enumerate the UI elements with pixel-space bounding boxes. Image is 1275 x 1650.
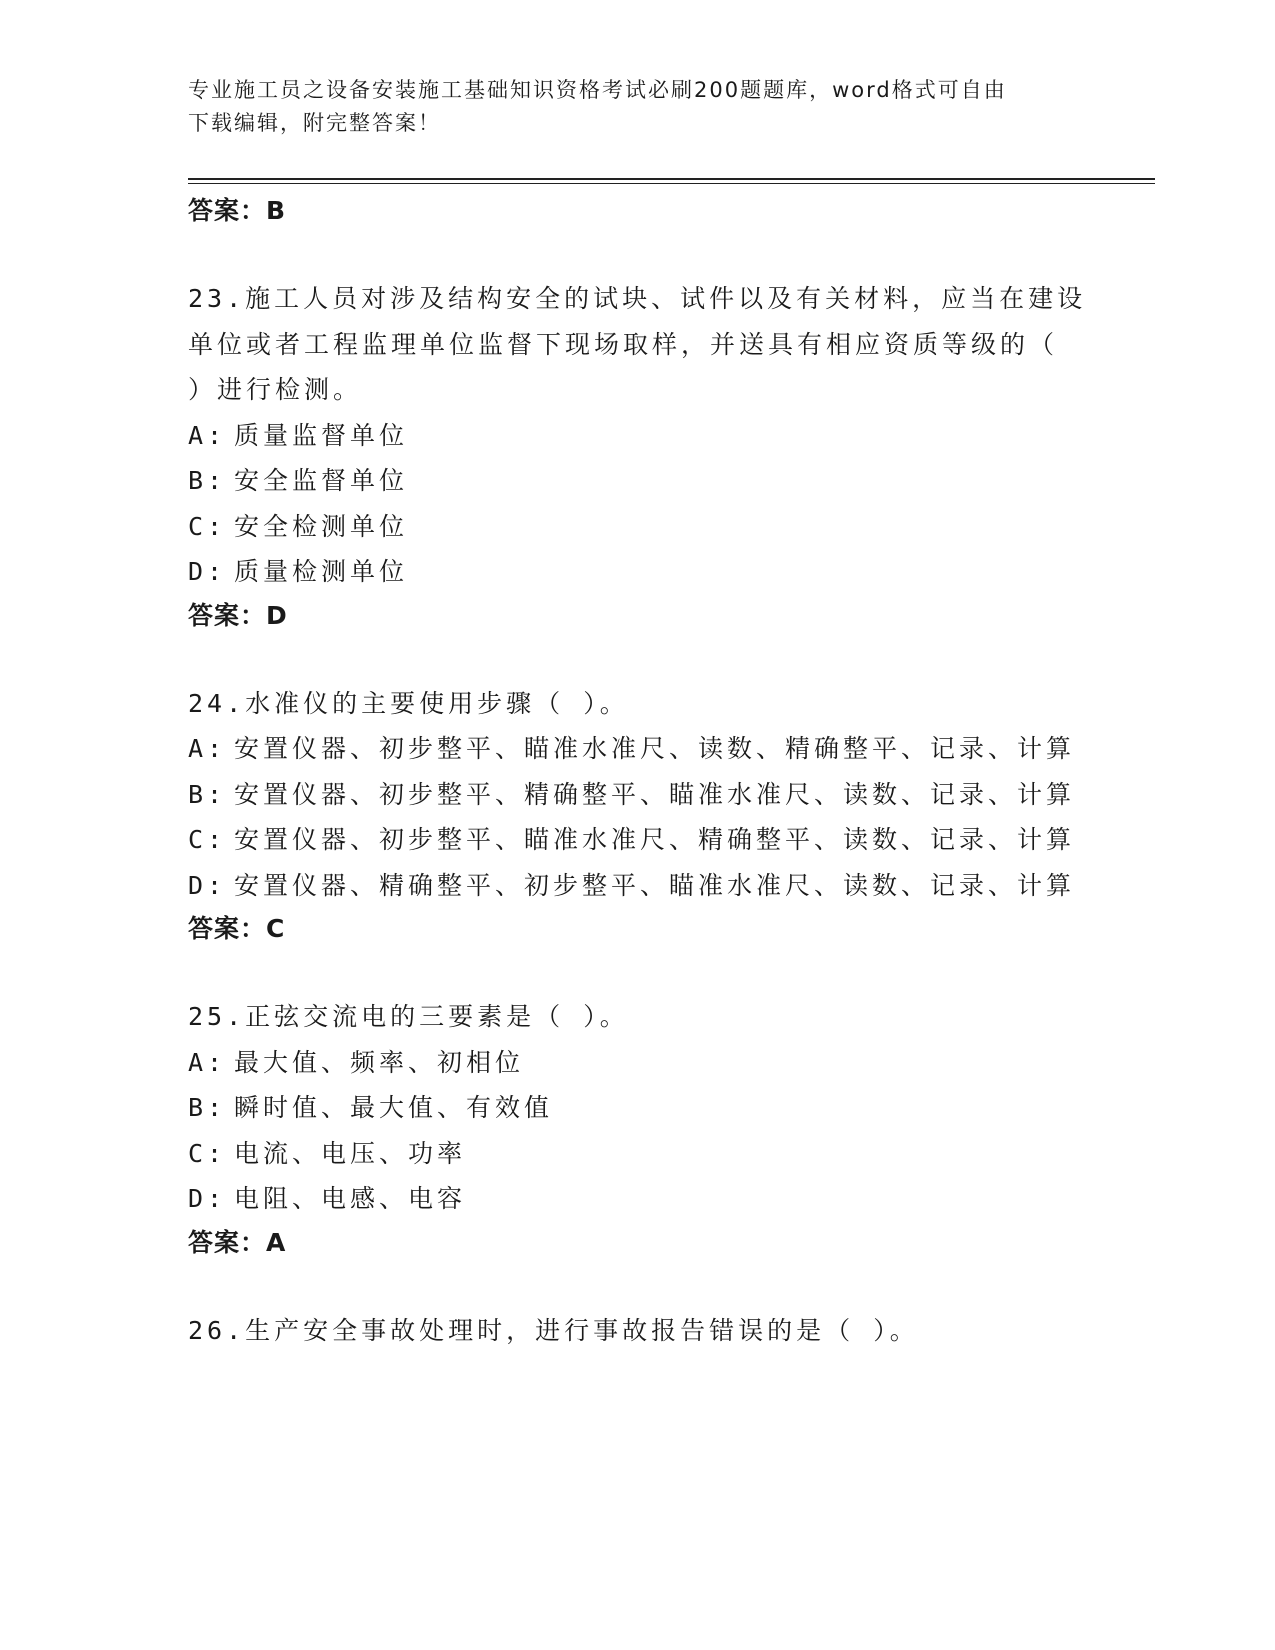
question-stem-line: 25.正弦交流电的三要素是（ ）。 <box>188 1002 629 1031</box>
answer-line: 答案：A <box>188 1227 287 1257</box>
option-key: D: <box>188 870 227 900</box>
option-d <box>188 1176 1088 1222</box>
option-key: A: <box>188 1047 227 1077</box>
option-text: 安置仪器、初步整平、瞄准水准尺、读数、精确整平、记录、计算 <box>234 734 1076 763</box>
option-b <box>188 772 1088 818</box>
question-stem-line: 26.生产安全事故处理时，进行事故报告错误的是（ ）。 <box>188 1315 919 1345</box>
option-a <box>188 1040 1088 1086</box>
option-text: 安置仪器、初步整平、瞄准水准尺、精确整平、读数、记录、计算 <box>234 825 1076 854</box>
answer-line: 答案：C <box>188 914 286 943</box>
header-divider-thick <box>188 178 1155 180</box>
previous-answer: 答案：B <box>188 196 287 225</box>
question-stem-line: 24.水准仪的主要使用步骤（ ）。 <box>188 688 629 718</box>
option-text: 电阻、电感、电容 <box>234 1184 467 1213</box>
question-stem-line: ）进行检测。 <box>188 375 363 404</box>
option-key: C: <box>188 511 227 541</box>
option-c <box>188 1131 1088 1177</box>
option-key: C: <box>188 825 227 854</box>
option-key: B: <box>188 466 227 495</box>
option-text: 最大值、频率、初相位 <box>234 1047 525 1077</box>
option-b <box>188 1085 1088 1131</box>
option-key: C: <box>188 1138 227 1168</box>
header-line-1: 专业施工员之设备安装施工基础知识资格考试必刷200题题库，word格式可自由 <box>188 78 1007 102</box>
document-body <box>188 190 1088 1353</box>
option-key: D: <box>188 557 227 586</box>
option-key: A: <box>188 420 227 450</box>
page-header <box>188 74 1088 140</box>
option-c <box>188 817 1088 863</box>
option-text: 瞬时值、最大值、有效值 <box>234 1093 554 1122</box>
option-text: 安置仪器、初步整平、精确整平、瞄准水准尺、读数、记录、计算 <box>234 779 1076 809</box>
option-key: D: <box>188 1184 227 1213</box>
option-text: 安置仪器、精确整平、初步整平、瞄准水准尺、读数、记录、计算 <box>234 870 1076 900</box>
header-divider-thin <box>188 183 1155 184</box>
option-text: 安全监督单位 <box>234 466 409 495</box>
option-a <box>188 413 1088 459</box>
option-c <box>188 504 1088 550</box>
option-d <box>188 549 1088 595</box>
answer-line: 答案：D <box>188 600 288 630</box>
option-b <box>188 458 1088 504</box>
header-line-2: 下载编辑，附完整答案！ <box>188 111 441 135</box>
option-text: 质量监督单位 <box>234 420 409 450</box>
option-a <box>188 726 1088 772</box>
question-25 <box>188 994 1088 1264</box>
option-d <box>188 863 1088 909</box>
question-26 <box>188 1308 1088 1354</box>
option-key: A: <box>188 734 227 763</box>
question-23 <box>188 276 1088 637</box>
option-key: B: <box>188 779 227 809</box>
question-stem-line: 23.施工人员对涉及结构安全的试块、试件以及有关材料，应当在建设 <box>188 284 1087 313</box>
option-key: B: <box>188 1093 227 1122</box>
question-24 <box>188 681 1088 951</box>
option-text: 质量检测单位 <box>234 557 409 586</box>
question-stem-line: 单位或者工程监理单位监督下现场取样，并送具有相应资质等级的（ <box>188 329 1059 359</box>
option-text: 电流、电压、功率 <box>234 1138 467 1168</box>
option-text: 安全检测单位 <box>234 511 409 541</box>
